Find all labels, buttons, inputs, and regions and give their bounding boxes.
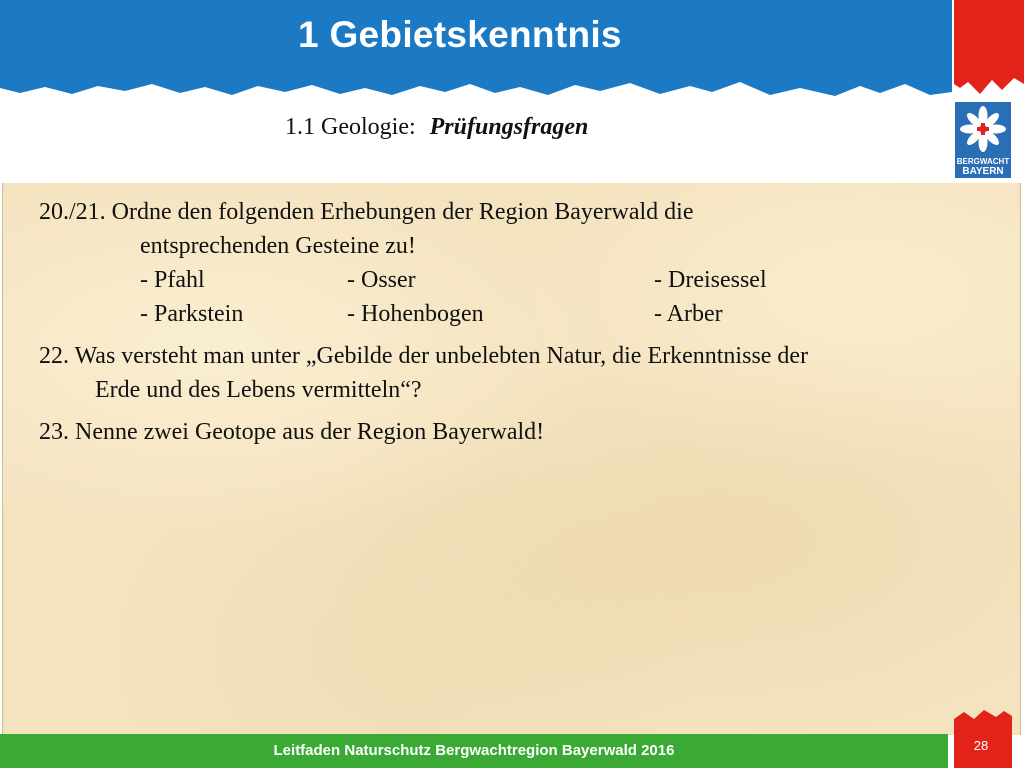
- list-item: - Parkstein: [140, 301, 244, 327]
- logo-line2: BAYERN: [962, 166, 1004, 177]
- list-item: - Hohenbogen: [347, 301, 484, 327]
- question-20-line1: 20./21. Ordne den folgenden Erhebungen der Region Bayerwald die: [39, 199, 694, 225]
- page-number: 28: [973, 738, 989, 753]
- bergwacht-logo: [955, 102, 1011, 178]
- list-item: - Osser: [347, 267, 416, 293]
- question-20-line2: entsprechenden Gesteine zu!: [140, 233, 416, 259]
- question-22-line1: 22. Was versteht man unter „Gebilde der unbelebten Natur, die Erkenntnisse der: [39, 343, 809, 369]
- footer-text: Leitfaden Naturschutz Bergwachtregion Bayerwald 2016: [273, 742, 675, 759]
- slide-subtitle: [285, 114, 588, 141]
- red-strip: [954, 0, 1024, 96]
- logo-line1: BERGWACHT: [956, 157, 1010, 166]
- list-item: - Pfahl: [140, 267, 205, 293]
- question-22-line2: Erde und des Lebens vermitteln“?: [95, 377, 422, 403]
- list-item: - Arber: [654, 301, 723, 327]
- list-item: - Dreisessel: [654, 267, 767, 293]
- question-23: 23. Nenne zwei Geotope aus der Region Bayerwald!: [39, 419, 545, 445]
- slide-title: 1 Gebietskenntnis: [298, 14, 622, 55]
- subtitle-emphasis: Prüfungsfragen: [429, 114, 589, 140]
- subtitle-prefix: 1.1 Geologie:: [285, 114, 416, 140]
